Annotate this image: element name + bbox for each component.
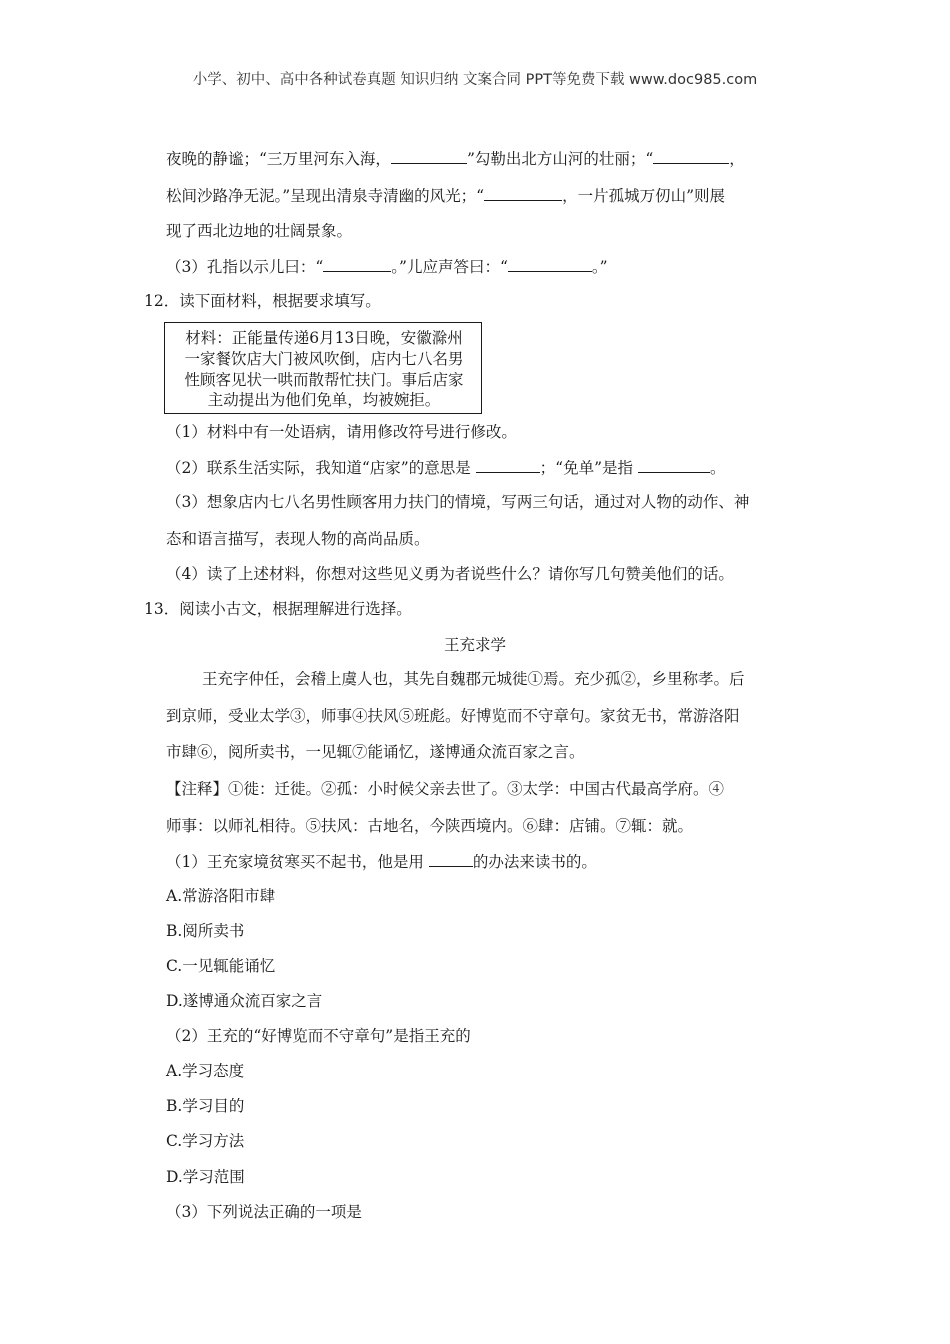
passage-line: 王充字仲任，会稽上虞人也，其先自魏郡元城徙①焉。充少孤②，乡里称孝。后 [202,670,745,688]
q12-sub-3-cont: 态和语言描写，表现人物的高尚品质。 [166,530,430,548]
q13-title: 13．阅读小古文，根据理解进行选择。 [144,600,412,618]
option-b[interactable]: B.阅所卖书 [166,922,245,940]
q12-sub-4: （4）读了上述材料，你想对这些见义勇为者说些什么？请你写几句赞美他们的话。 [166,565,734,583]
answer-blank[interactable] [323,256,391,272]
option-a[interactable]: A.学习态度 [166,1062,245,1080]
q12-title: 12．读下面材料，根据要求填写。 [144,292,381,310]
q13-sub-1: （1）王充家境贫寒买不起书，他是用 的办法来读书的。 [166,853,597,871]
answer-blank[interactable] [484,185,562,201]
notes-line: 师事：以师礼相待。⑤扶风：古地名，今陕西境内。⑥肆：店铺。⑦辄：就。 [166,817,694,835]
q12-sub-1: （1）材料中有一处语病，请用修改符号进行修改。 [166,423,517,441]
material-line: 主动提出为他们免单，均被婉拒。 [207,391,441,409]
q11-line-1: 夜晚的静谧；“三万里河东入海， ”勾勒出北方山河的壮丽；“ ， [166,150,745,168]
answer-blank[interactable] [429,851,473,867]
q13-sub-3: （3）下列说法正确的一项是 [166,1203,362,1221]
option-b[interactable]: B.学习目的 [166,1097,245,1115]
answer-blank[interactable] [391,148,467,164]
passage-line: 到京师，受业太学③，师事④扶风⑤班彪。好博览而不守章句。家贫无书，常游洛阳 [166,707,740,725]
answer-blank[interactable] [476,457,540,473]
q12-sub-3: （3）想象店内七八名男性顾客用力扶门的情境，写两三句话，通过对人物的动作、神 [166,493,750,511]
q11-sub-3: （3）孔指以示儿曰：“ 。”儿应声答曰：“ 。” [166,258,608,276]
notes-line: 【注释】①徙：迁徙。②孤：小时候父亲去世了。③太学：中国古代最高学府。④ [166,780,725,798]
q12-sub-2: （2）联系生活实际，我知道“店家”的意思是 ；“免单”是指 。 [166,459,726,477]
material-line: 材料：正能量传递6月13日晚，安徽滁州 [185,329,463,347]
material-line: 性顾客见状一哄而散帮忙扶门。事后店家 [184,371,464,389]
option-a[interactable]: A.常游洛阳市肆 [166,887,276,905]
q11-line-3: 现了西北边地的壮阔景象。 [166,222,353,240]
option-c[interactable]: C.学习方法 [166,1132,245,1150]
page-header: 小学、初中、高中各种试卷真题 知识归纳 文案合同 PPT等免费下载 www.doc985.com [192,72,758,88]
q13-sub-2: （2）王充的“好博览而不守章句”是指王充的 [166,1027,471,1045]
q11-line-2: 松间沙路净无泥。”呈现出清泉寺清幽的风光；“ ，一片孤城万仞山”则展 [166,187,726,205]
option-d[interactable]: D.遂博通众流百家之言 [166,992,323,1010]
passage-title: 王充求学 [443,636,506,654]
answer-blank[interactable] [653,148,729,164]
material-line: 一家餐饮店大门被风吹倒，店内七八名男 [184,350,464,368]
material-box [164,322,482,414]
answer-blank[interactable] [508,256,592,272]
answer-blank[interactable] [638,457,710,473]
option-c[interactable]: C.一见辄能诵忆 [166,957,276,975]
option-d[interactable]: D.学习范围 [166,1168,245,1186]
passage-line: 市肆⑥，阅所卖书，一见辄⑦能诵忆，遂博通众流百家之言。 [166,743,585,761]
